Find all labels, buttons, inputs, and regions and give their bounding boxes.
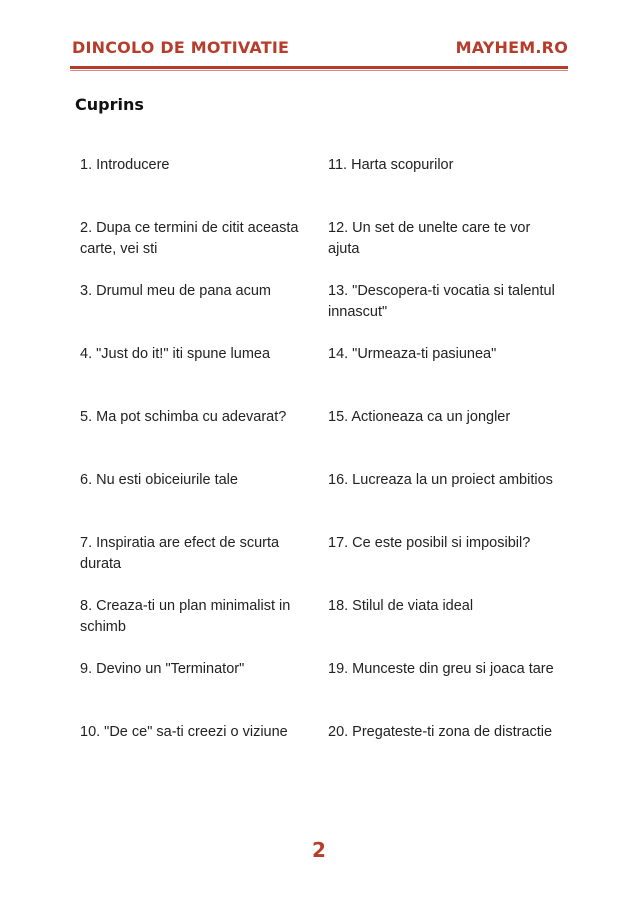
toc-title: Cuprins — [75, 95, 144, 114]
toc-entry: 8. Creaza-ti un plan minimalist in schimb — [80, 598, 291, 635]
page-header — [72, 38, 568, 60]
header-rule-thin — [70, 70, 568, 71]
toc-entry: 5. Ma pot schimba cu adevarat? — [80, 409, 287, 425]
toc-entry: 15. Actioneaza ca un jongler — [328, 409, 511, 425]
header-rule — [70, 66, 568, 69]
toc-entry: 20. Pregateste-ti zona de distractie — [328, 724, 553, 740]
toc-entry: 19. Munceste din greu si joaca tare — [328, 661, 554, 677]
toc-entry: 4. "Just do it!" iti spune lumea — [80, 346, 271, 362]
toc-entry: 2. Dupa ce termini de citit aceasta carte, vei sti — [80, 220, 299, 257]
page-number: 2 — [312, 838, 326, 862]
toc-entry: 12. Un set de unelte care te vor ajuta — [328, 220, 531, 257]
toc-entry: 10. "De ce" sa-ti creezi o viziune — [80, 724, 288, 740]
toc-entry: 6. Nu esti obiceiurile tale — [80, 472, 238, 488]
toc-entry: 13. "Descopera-ti vocatia si talentul innascut" — [328, 283, 555, 320]
toc-entry: 11. Harta scopurilor — [328, 157, 454, 173]
toc-entry: 17. Ce este posibil si imposibil? — [328, 535, 531, 551]
toc-entry: 9. Devino un "Terminator" — [80, 661, 245, 677]
header-site-name: MAYHEM.RO — [455, 38, 568, 57]
toc-entry: 7. Inspiratia are efect de scurta durata — [80, 535, 280, 572]
toc-entry: 3. Drumul meu de pana acum — [80, 283, 272, 299]
toc-table — [80, 155, 570, 785]
toc-entry: 18. Stilul de viata ideal — [328, 598, 474, 614]
toc-entry: 1. Introducere — [80, 157, 170, 173]
header-book-title: DINCOLO DE MOTIVATIE — [72, 38, 290, 57]
toc-entry: 14. "Urmeaza-ti pasiunea" — [328, 346, 497, 362]
toc-entry: 16. Lucreaza la un proiect ambitios — [328, 472, 553, 488]
